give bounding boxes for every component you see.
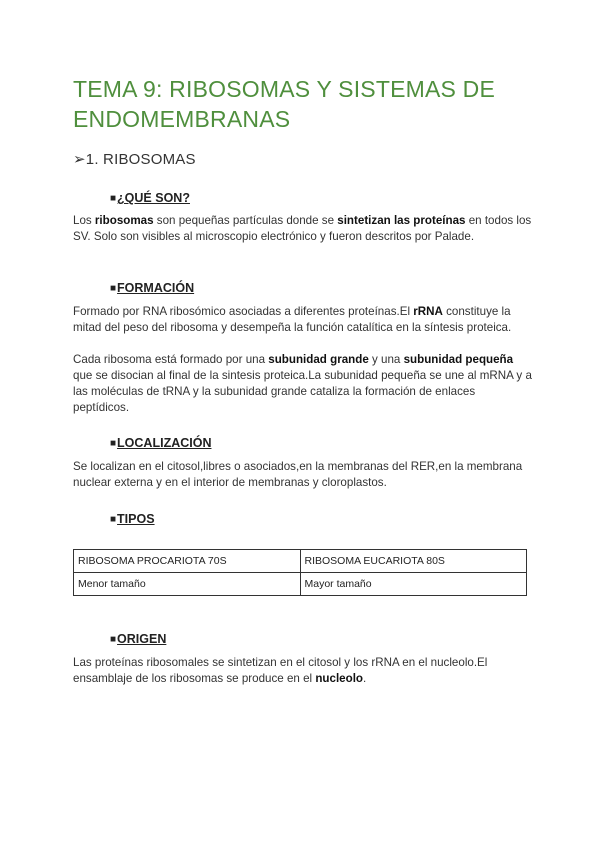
table-cell: RIBOSOMA EUCARIOTA 80S	[300, 550, 527, 573]
page-title: TEMA 9: RIBOSOMAS Y SISTEMAS DE ENDOMEMBRANAS	[73, 76, 496, 132]
subheading-label: FORMACIÓN	[117, 281, 195, 295]
square-bullet-icon: ■	[110, 438, 117, 449]
bold-term: subunidad grande	[268, 353, 369, 366]
square-bullet-icon: ■	[110, 634, 117, 645]
table-row	[74, 550, 527, 573]
subheading-label: ORIGEN	[117, 632, 167, 646]
paragraph-localizacion: Se localizan en el citosol,libres o asociados,en la membranas del RER,en la membrana nuclear externa y en el interior de membranas y cloroplastos.	[73, 460, 523, 489]
table-cell: RIBOSOMA PROCARIOTA 70S	[74, 550, 301, 573]
table-row	[74, 573, 527, 596]
table-cell: Mayor tamaño	[300, 573, 527, 596]
bold-term: nucleolo	[315, 672, 363, 685]
section-heading-label: 1. RIBOSOMAS	[85, 151, 196, 168]
bold-term: sintetizan las proteínas	[337, 214, 466, 227]
ribosome-types-table	[73, 549, 527, 596]
paragraph-formacion-1: Formado por RNA ribosómico asociadas a diferentes proteínas.El rRNA constituye la mitad del peso del ribosoma y desempeña la función catalítica en la síntesis proteica.	[73, 305, 512, 334]
subheading-localizacion	[110, 436, 211, 450]
subheading-label: LOCALIZACIÓN	[117, 436, 212, 450]
paragraph-que-son: Los ribosomas son pequeñas partículas donde se sintetizan las proteínas en todos los SV. Solo son visibles al microscopio electrónico y fueron descritos por Palade.	[73, 214, 532, 243]
bold-term: ribosomas	[94, 214, 154, 227]
section-heading-ribosomas	[73, 150, 196, 168]
subheading-label: TIPOS	[117, 512, 155, 526]
square-bullet-icon: ■	[110, 283, 117, 294]
arrow-bullet-icon: ➢	[73, 151, 86, 168]
paragraph-formacion-2: Cada ribosoma está formado por una subunidad grande y una subunidad pequeña que se disocian al final de la sintesis proteica.La subunidad pequeña se une al mRNA y a las moléculas de tRNA y la subunidad grande cataliza la formación de enlaces peptídicos.	[73, 353, 532, 414]
subheading-que-son	[110, 191, 190, 205]
subheading-formacion	[110, 281, 194, 295]
subheading-origen	[110, 632, 166, 646]
square-bullet-icon: ■	[110, 193, 117, 204]
bold-term: subunidad pequeña	[403, 353, 514, 366]
paragraph-origen: Las proteínas ribosomales se sintetizan en el citosol y los rRNA en el nucleolo.El ensamblaje de los ribosomas se produce en el nucleolo.	[73, 656, 488, 685]
bold-term: rRNA	[413, 305, 443, 318]
square-bullet-icon: ■	[110, 514, 117, 525]
subheading-tipos	[110, 512, 155, 526]
subheading-label: ¿QUÉ SON?	[117, 191, 190, 205]
table-cell: Menor tamaño	[74, 573, 301, 596]
